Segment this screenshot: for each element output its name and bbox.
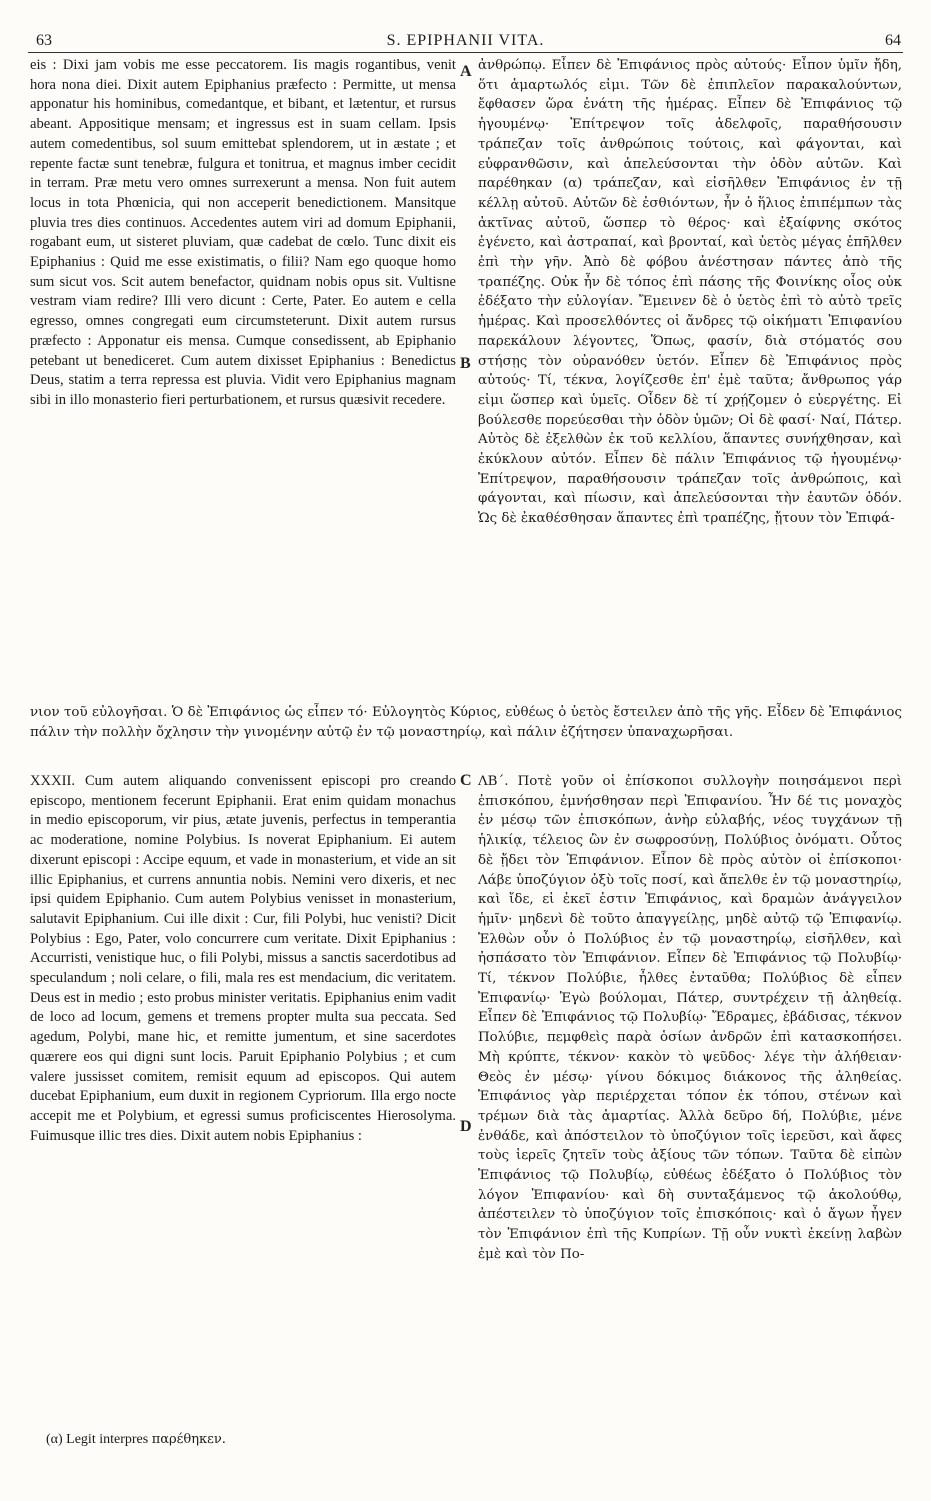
- running-header: [28, 30, 903, 53]
- section-marker-c: C: [460, 772, 472, 789]
- full-width-greek-continuation: [30, 703, 902, 769]
- footnote-greek: παρέθηκεν.: [151, 1432, 226, 1447]
- latin-paragraph: eis : Dixi jam vobis me esse peccatorem. Iis magis rogantibus, venit hora nona diei. Dixit autem Epiphanius præfecto : Permitte, ut mensa apponatur his hominibus, comedantque, et bibant, et lætentur, et rursus abeant. Appositique mensam; et ingressus est in suam cellam. Ipsis autem comedentibus, sol suum emittebat splendorem, ut in æstate ; et repente factæ sunt tenebræ, fulgura et tonitrua, et magnus imber cecidit in terram. Præ metu vero omnes surrexerunt a mensa. Non fuit autem locus in tota Phœnicia, qui non acceperit benedictionem. Mansitque pluvia tres dies continuos. Accedentes autem viri ad domum Epiphanii, rogabant eum, ut sisteret pluviam, quæ cadebat de cœlo. Tunc dixit eis Epiphanius : Quid me esse existimatis, o filii? Nam ego quoque homo sum sicut vos. Scit autem benefactor, quidnam nobis opus sit. Vultisne vestram viam redire? Illi vero dicunt : Certe, Pater. Eo autem e cella egresso, omnes congregati eum circumsteterunt. Dixit autem rursus præfecto : Apponatur eis mensa. Cumque consedissent, ab Epiphanio petebant ut benediceret. Cum autem dixisset Epiphanius : Benedictus Deus, statim a terra repressa est pluvia. Vidit vero Epiphanius magnam sibi in illo monasterio fieri perturbationem, et rursus quæsivit recedere.: [30, 57, 456, 408]
- latin-column-top: [30, 56, 456, 698]
- running-title: S. EPIPHANII VITA.: [386, 32, 545, 49]
- latin-paragraph-xxxii: XXXII. Cum autem aliquando convenissent episcopi pro creando episcopo, mentionem fecerunt Epiphanii. Erat enim quidam monachus in medio episcoporum, vir pius, ætate juvenis, perfectus in temperantia ac moderatione, nomine Polybius. Is noverat Epiphanium. Ei autem dixerunt episcopi : Accipe equum, et vade in monasterium, et vide an sit illic Epiphanius, et currens annuntia nobis. Nemini vero dixeris, et nec ipsi quidem Epiphanio. Cum autem Polybius venisset in monasterium, salutavit Epiphanium. Cui ille dixit : Cur, fili Polybi, huc venisti? Dicit Polybius : Ego, Pater, volo concurrere cum veritate. Dixit Epiphanius : Accurristi, venistique huc, o fili Polybi, missus a sanctis sacerdotibus ad speculandum ; noli celare, o fili, mala res est mendacium, dic veritatem. Deus est in medio ; esto probus minister veritatis. Epiphanius enim vadit de loco ad locum, gemens et tremens propter multa sua peccata. Sed agedum, Polybi, mane hic, et remitte jumentum, et sine sacerdotes quærere eos qui digni sunt locis. Paruit Epiphanio Polybius ; et cum valere jussisset comitem, remisit equum ad episcopos. Qui autem ducebat Epiphanium, eum duxit in regionem Cypriorum. Illa ergo nocte accepit me et Polybium, et egressi sumus proficiscentes Hierosolyma. Fuimusque illic tres dies. Dixit autem nobis Epiphanius :: [30, 773, 456, 1144]
- latin-column-bottom: [30, 772, 456, 1432]
- section-marker-a: A: [460, 63, 472, 80]
- greek-column-bottom: [478, 772, 902, 1432]
- greek-paragraph-lb: ΛΒ΄. Ποτὲ γοῦν οἱ ἐπίσκοποι συλλογὴν ποιησάμενοι περὶ ἐπισκόπου, ἐμνήσθησαν περὶ Ἐπιφανίου. Ἦν δέ τις μοναχὸς ἐν μέσῳ τῶν ἐπισκόπων, ἀνὴρ εὐλαβής, νέος τυγχάνων τῇ ἡλικίᾳ, τέλειος ὢν ἐν σωφροσύνῃ, Πολύβιος ὀνόματι. Οὗτος δὲ ᾔδει τὸν Ἐπιφάνιον. Εἶπον δὲ πρὸς αὐτὸν οἱ ἐπίσκοποι· Λάβε ὑποζύγιον ὀξὺ τοῖς ποσί, καὶ ἄπελθε ἐν τῷ μοναστηρίῳ, καὶ ἴδε, εἰ ἐκεῖ ἐστιν Ἐπιφάνιος, καὶ δραμὼν ἀνάγγειλον ἡμῖν· μηδενὶ δὲ τοῦτο ἀπαγγείλῃς, μηδὲ αὐτῷ τῷ Ἐπιφανίῳ. Ἐλθὼν οὖν ὁ Πολύβιος ἐν τῷ μοναστηρίῳ, εἰσῆλθεν, καὶ ἠσπάσατο τὸν Ἐπιφάνιον. Εἶπεν δὲ Ἐπιφάνιος τῷ Πολυβίῳ· Τί, τέκνον Πολύβιε, ἦλθες ἐνταῦθα; Πολύβιος δὲ εἶπεν Ἐπιφανίῳ· Ἐγὼ βούλομαι, Πάτερ, συντρέχειν τῇ ἀληθείᾳ. Εἶπεν δὲ Ἐπιφάνιος τῷ Πολυβίῳ· Ἔδραμες, ἐβάδισας, τέκνον Πολύβιε, πεμφθεὶς παρὰ ὁσίων ἀνδρῶν ἐπὶ κατασκοπήσει. Μὴ κρύπτε, τέκνον· κακὸν τὸ ψεῦδος· λέγε τὴν ἀλήθειαν· Θεὸς ἐν μέσῳ· γίνου δόκιμος διάκονος τῆς ἀληθείας. Ἐπιφάνιος γὰρ περιέρχεται τόπον ἐκ τόπου, στένων καὶ τρέμων διὰ τὰς ἁμαρτίας. Ἀλλὰ δεῦρο δή, Πολύβιε, μένε ἐνθάδε, καὶ ἀπόστειλον τὸ ὑποζύγιον τοῖς ἱερεῦσι, καὶ ἄφες τοὺς ἱερεῖς ζητεῖν τοὺς ἀξίους τῶν τόπων. Ταῦτα δὲ εἰπὼν Ἐπιφάνιος τῷ Πολυβίῳ, εὐθέως ἐδέξατο ὁ Πολύβιος τὸν λόγον Ἐπιφανίου· καὶ δὴ συνταξάμενος τῷ ἀκολούθῳ, ἀπέστειλεν τὸ ὑποζύγιον τοῖς ἐπισκόποις· καὶ ὁ ἄγων ἦγεν τὸν Ἐπιφάνιον ἐπὶ τῆς Κυπρίων. Τῇ οὖν νυκτὶ ἐκείνῃ λαβὼν ἐμὲ καὶ τὸν Πο-: [478, 774, 902, 1262]
- footnote-label: (α) Legit interpres: [46, 1432, 149, 1447]
- footnote: [46, 1432, 646, 1448]
- section-marker-b: B: [460, 355, 471, 372]
- greek-continuation-text: νιον τοῦ εὐλογῆσαι. Ὁ δὲ Ἐπιφάνιος ὡς εἶπεν τό· Εὐλογητὸς Κύριος, εὐθέως ὁ ὑετὸς ἔστειλεν ἀπὸ τῆς γῆς. Εἶδεν δὲ Ἐπιφάνιος πάλιν τὴν πολλὴν ὄχλησιν τὴν γινομένην αὐτῷ ἐν τῷ μοναστηρίῳ, καὶ πάλιν ἐζήτησεν ὑπαναχωρῆσαι.: [30, 705, 902, 740]
- page-number-left: 63: [36, 32, 52, 49]
- greek-column-top: [478, 56, 902, 698]
- greek-paragraph: ἀνθρώπῳ. Εἶπεν δὲ Ἐπιφάνιος πρὸς αὐτούς· Εἶπον ὑμῖν ἤδη, ὅτι ἁμαρτωλός εἰμι. Τῶν δὲ ἐπιπλεῖον παρακαλούντων, ἔφθασεν ὥρα ἐνάτη τῆς ἡμέρας. Εἶπεν δὲ Ἐπιφάνιος τῷ ἡγουμένῳ· Ἐπίτρεψον τοῖς ἀδελφοῖς, παραθήσουσιν τράπεζαν τοῖς ἀνθρώποις τούτοις, καὶ φάγονται, καὶ εὐφρανθῶσιν, καὶ ἀπελεύσονται τὴν ὁδὸν αὐτῶν. Καὶ παρέθηκαν (α) τράπεζαν, καὶ εἰσῆλθεν Ἐπιφάνιος ἐν τῇ κέλλῃ αὐτοῦ. Αὐτῶν δὲ ἐσθιόντων, ἦν ὁ ἥλιος ἐπιπέμπων τὰς ἀκτῖνας αὐτοῦ, ὥσπερ τὸ θέρος· καὶ ἐξαίφνης σκότος ἐγένετο, καὶ ἀστραπαί, καὶ βρονταί, καὶ ὑετὸς μέγας ἐπῆλθεν ἐπὶ τὴν γῆν. Ἀπὸ δὲ φόβου ἀνέστησαν πάντες ἀπὸ τῆς τραπέζης. Οὐκ ἦν δὲ τόπος ἐπὶ πάσης τῆς Φοινίκης οἷος οὐκ ἐδέξατο τὴν εὐλογίαν. Ἔμεινεν δὲ ὁ ὑετὸς ἐπὶ τὸ αὐτὸ τρεῖς ἡμέρας. Καὶ προσελθόντες οἱ ἄνδρες τῷ οἰκήματι Ἐπιφανίου παρεκάλουν λέγοντες, Ὅπως, φασίν, διὰ στόματός σου στήσῃς τὸν οὐρανόθεν ὑετόν. Εἶπεν δὲ Ἐπιφάνιος πρὸς αὐτούς· Τί, τέκνα, λογίζεσθε ἐπ' ἐμὲ ταῦτα; ἄνθρωπος γάρ εἰμι ὥσπερ καὶ ὑμεῖς. Οἶδεν δὲ τί χρῄζομεν ὁ εὐεργέτης. Εἰ βούλεσθε πορεύεσθαι τὴν ὁδὸν ὑμῶν; Οἱ δὲ φασί· Ναί, Πάτερ. Αὐτὸς δὲ ἐξελθὼν ἐκ τοῦ κελλίου, ἅπαντες συνήχθησαν, καὶ ἐκύκλουν αὐτόν. Εἶπεν δὲ πάλιν Ἐπιφάνιος τῷ ἡγουμένῳ· Ἐπίτρεψον, παραθήσουσιν τράπεζαν τοῖς ἀνθρώποις, καὶ φάγονται, καὶ πίωσιν, καὶ ἀπελεύσονται τὴν ἑαυτῶν ὁδόν. Ὡς δὲ ἐκαθέσθησαν ἅπαντες ἐπὶ τραπέζης, ᾔτουν τὸν Ἐπιφά-: [478, 58, 902, 527]
- page-number-right: 64: [885, 32, 901, 49]
- section-marker-d: D: [460, 1118, 472, 1135]
